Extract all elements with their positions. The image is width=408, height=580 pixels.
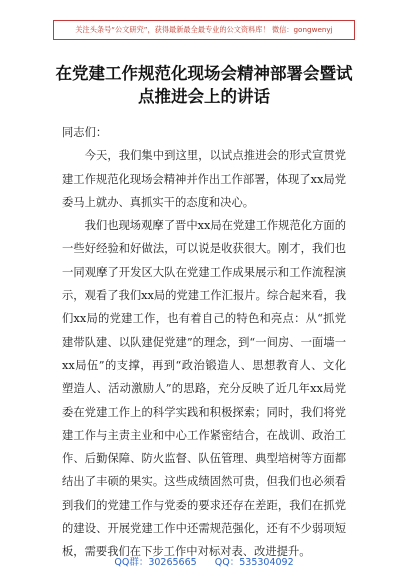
document-body [62,121,346,564]
title-line-2: 点推进会上的讲话 [138,87,270,106]
document-title [40,62,368,108]
title-line-1: 在党建工作规范化现场会精神部署会暨试 [55,64,353,83]
salutation: 同志们： [62,126,108,139]
header-banner [53,20,355,40]
footer-contact: QQ群：30265665 QQ：535304092 [114,557,294,568]
paragraph-1: 今天，我们集中到这里，以试点推进会的形式宣贯党建工作规范化现场会精神并作出工作部署，体现了xx局党委马上就办、真抓实干的态度和决心。 [62,149,346,209]
header-banner-text: 关注头条号“公文研究”，获得最新最全最专业的公文资料库！ 微信：gongwenyj [75,25,333,34]
paragraph-2: 我们也现场观摩了晋中xx局在党建工作规范化方面的一些好经验和好做法，可以说是收获很大。刚才，我们也一同观摩了开发区大队在党建工作成果展示和工作流程演示，观看了我们xx局的党建工作汇报片。综合起来看，我们xx局的党建工作，也有着自己的特色和亮点：从“抓党建带队建、以队建促党建”的理念，到“一间房、一面墙一xx局伍”的支撑，再到“政治锻造人、思想教育人、文化塑造人、活动激励人”的思路，充分反映了近几年xx局党委在党建工作上的科学实践和积极探索；同时，我们将党建工作与主责主业和中心工作紧密结合，在战训、政治工作、后勤保障、防火监督、队伍管理、典型培树等方面都结出了丰硕的果实。这些成绩固然可贵，但我们也必须看到我们的党建工作与党委的要求还存在差距，我们在抓党的建设、开展党建工作中还需规范强化，还有不少弱项短板，需要我们在下步工作中对标对表、改进提升。 [62,219,346,559]
